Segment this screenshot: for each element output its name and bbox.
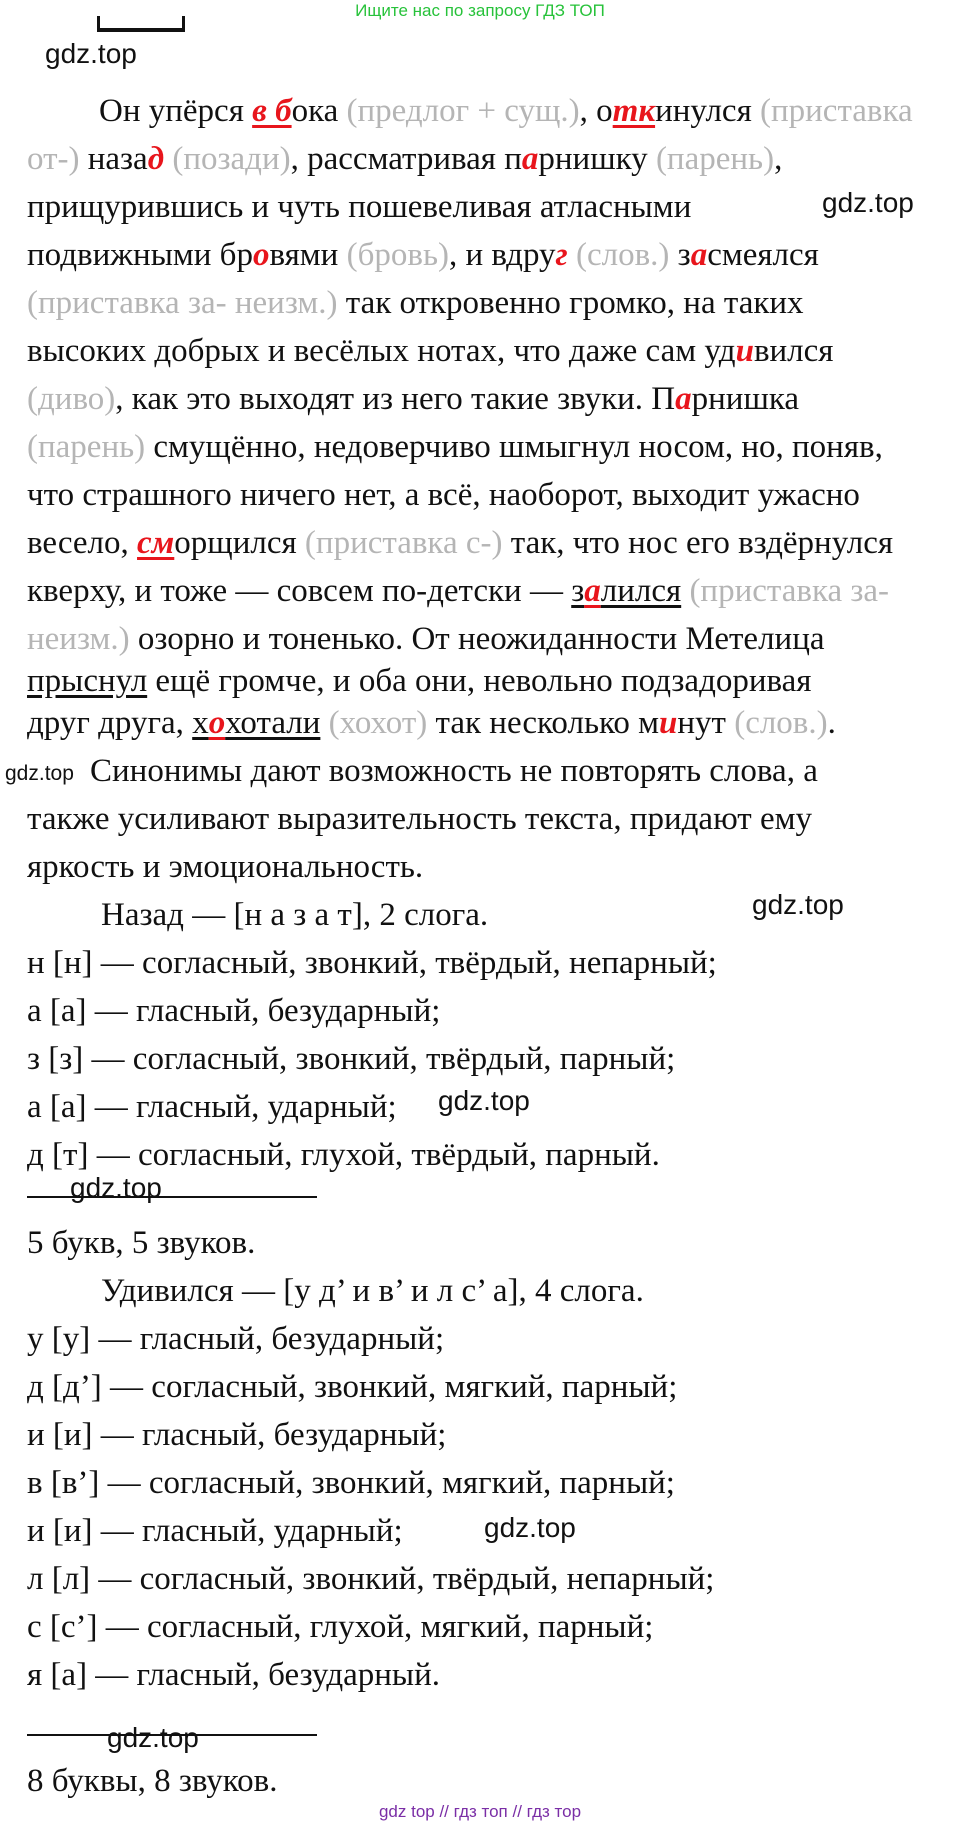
watermark: gdz.top	[822, 187, 914, 218]
watermark: gdz.top	[45, 38, 137, 69]
text-line-5: (приставка за- неизм.) так откровенно громко, на таких	[27, 285, 804, 321]
footer-links[interactable]: gdz top // гдз топ // гдз тор	[378, 1802, 582, 1821]
analysis2-row: и [и] — гласный, безударный;	[27, 1417, 447, 1453]
analysis1-row: н [н] — согласный, звонкий, твёрдый, непарный;	[27, 945, 717, 981]
watermark: gdz.top	[484, 1512, 576, 1543]
watermark: gdz.top	[438, 1085, 530, 1116]
analysis2-row: и [и] — гласный, ударный;	[27, 1513, 403, 1549]
top-banner[interactable]: Ищите нас по запросу ГДЗ ТОП	[355, 1, 605, 20]
analysis2-row: д [д’] — согласный, звонкий, мягкий, парный;	[27, 1369, 678, 1405]
text-line-9: что страшного ничего нет, а всё, наоборот, выходит ужасно	[27, 477, 860, 513]
analysis2-row: л [л] — согласный, звонкий, твёрдый, непарный;	[27, 1561, 715, 1597]
text-line-4: подвижными бровями (бровь), и вдруг (слов.) засмеялся	[27, 237, 819, 273]
analysis2-total: 8 буквы, 8 звуков.	[27, 1763, 278, 1799]
analysis1-row: з [з] — согласный, звонкий, твёрдый, парный;	[27, 1041, 676, 1077]
analysis2-head: Удивился — [у д’ и в’ и л с’ а], 4 слога.	[101, 1273, 644, 1309]
text-line-14: друг друга, хохотали (хохот) так несколько минут (слов.).	[27, 705, 836, 741]
text-line-8: (парень) смущённо, недоверчиво шмыгнул носом, но, поняв,	[27, 429, 883, 465]
text-line-7: (диво), как это выходят из него такие звуки. Парнишка	[27, 381, 800, 417]
analysis2-row: у [у] — гласный, безударный;	[27, 1321, 445, 1357]
text-line-10: весело, сморщился (приставка с-) так, что нос его вздёрнулся	[27, 525, 894, 561]
watermark: gdz.top	[70, 1172, 162, 1203]
text-line-17: яркость и эмоциональность.	[27, 849, 424, 885]
text-line-12: неизм.) озорно и тоненько. От неожиданности Метелица	[27, 621, 825, 657]
analysis2-row: в [в’] — согласный, звонкий, мягкий, парный;	[27, 1465, 675, 1501]
analysis2-row: я [а] — гласный, безударный.	[27, 1657, 441, 1693]
text-line-2: от-) назад (позади), рассматривая парнишку (парень),	[27, 141, 783, 177]
text-line-6: высоких добрых и весёлых нотах, что даже сам удивился	[27, 333, 834, 369]
analysis2-row: с [с’] — согласный, глухой, мягкий, парный;	[27, 1609, 654, 1645]
analysis1-row: д [т] — согласный, глухой, твёрдый, парный.	[27, 1137, 660, 1173]
text-line-1: Он упёрся в бока (предлог + сущ.), откинулся (приставка	[99, 93, 913, 129]
text-line-15: Синонимы дают возможность не повторять слова, а	[90, 753, 818, 789]
text-line-3: прищурившись и чуть пошевеливая атласными	[27, 189, 692, 225]
watermark: gdz.top	[5, 762, 74, 785]
analysis1-row: а [а] — гласный, ударный;	[27, 1089, 397, 1125]
watermark: gdz.top	[752, 889, 844, 920]
analysis1-total: 5 букв, 5 звуков.	[27, 1225, 256, 1261]
analysis1-head: Назад — [н а з а т], 2 слога.	[101, 897, 489, 933]
watermark: gdz.top	[107, 1722, 199, 1753]
top-mark	[97, 28, 185, 32]
text-line-13: прыснул ещё громче, и оба они, невольно подзадоривая	[27, 663, 812, 699]
text-line-16: также усиливают выразительность текста, придают ему	[27, 801, 812, 837]
text-line-11: кверху, и тоже — совсем по-детски — залился (приставка за-	[27, 573, 890, 609]
analysis1-row: а [а] — гласный, безударный;	[27, 993, 441, 1029]
